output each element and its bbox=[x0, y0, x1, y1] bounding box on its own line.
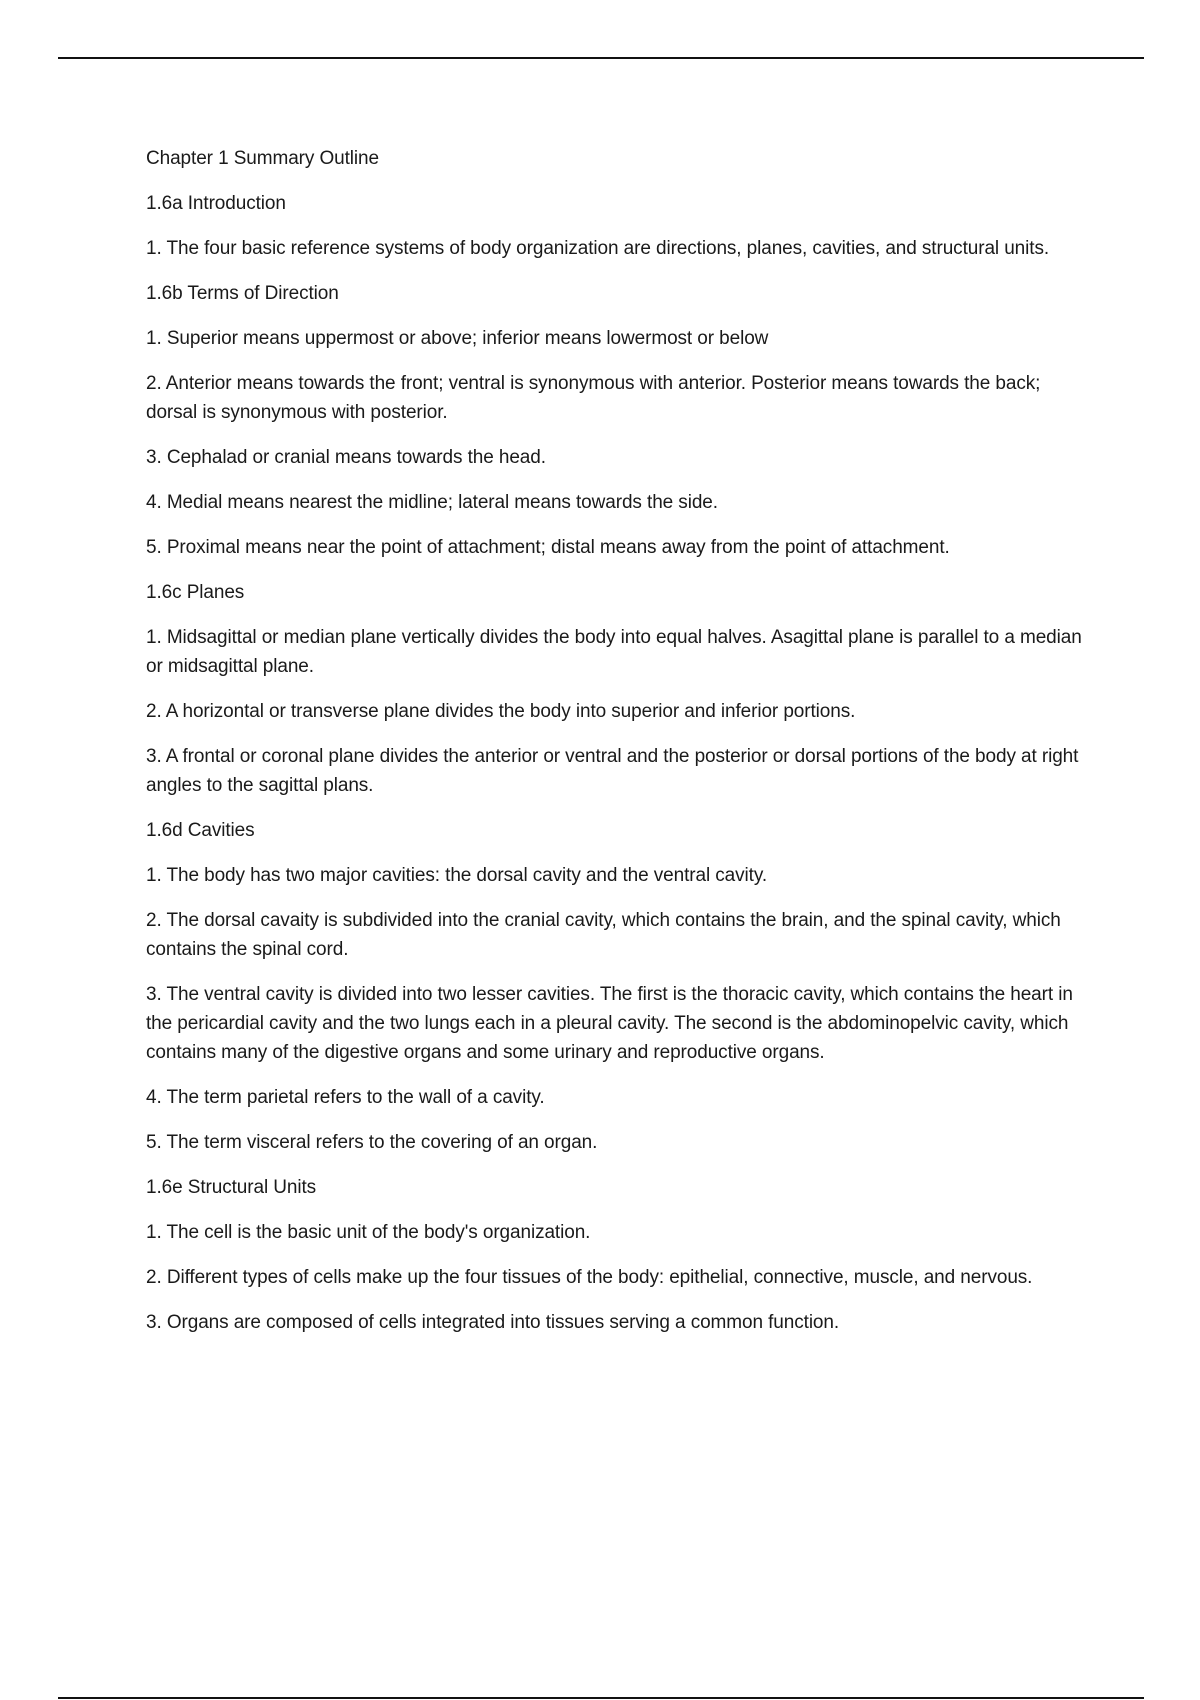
outline-item: 1. The four basic reference systems of body organization are directions, planes, cavities, and structural units. bbox=[146, 238, 1050, 259]
document-body bbox=[146, 144, 1096, 1353]
outline-item: 3. Organs are composed of cells integrated into tissues serving a common function. bbox=[146, 1312, 840, 1333]
section-heading-planes: 1.6c Planes bbox=[146, 582, 245, 603]
header-rule bbox=[58, 57, 1144, 59]
section-heading-structural-units: 1.6e Structural Units bbox=[146, 1177, 317, 1198]
outline-item: 5. Proximal means near the point of attachment; distal means away from the point of attachment. bbox=[146, 537, 950, 558]
section-heading-terms-of-direction: 1.6b Terms of Direction bbox=[146, 283, 339, 304]
outline-item: 3. Cephalad or cranial means towards the head. bbox=[146, 447, 546, 468]
section-heading-cavities: 1.6d Cavities bbox=[146, 820, 255, 841]
document-title: Chapter 1 Summary Outline bbox=[146, 148, 379, 169]
outline-item: 3. The ventral cavity is divided into two lesser cavities. The first is the thoracic cavity, which contains the heart in the pericardial cavity and the two lungs each in a pleural cavity. The second is the abdominopelvic cavity, which contains many of the digestive organs and some urinary and reproductive organs. bbox=[146, 984, 1073, 1063]
outline-item: 5. The term visceral refers to the covering of an organ. bbox=[146, 1132, 598, 1153]
outline-item: 2. Anterior means towards the front; ventral is synonymous with anterior. Posterior means towards the back; dorsal is synonymous with posterior. bbox=[146, 373, 1041, 423]
outline-item: 1. The body has two major cavities: the dorsal cavity and the ventral cavity. bbox=[146, 865, 768, 886]
outline-item: 2. The dorsal cavaity is subdivided into the cranial cavity, which contains the brain, and the spinal cavity, which contains the spinal cord. bbox=[146, 910, 1061, 960]
outline-item: 3. A frontal or coronal plane divides the anterior or ventral and the posterior or dorsal portions of the body at right angles to the sagittal plans. bbox=[146, 746, 1079, 796]
outline-item: 2. Different types of cells make up the four tissues of the body: epithelial, connective, muscle, and nervous. bbox=[146, 1267, 1033, 1288]
outline-item: 2. A horizontal or transverse plane divides the body into superior and inferior portions. bbox=[146, 701, 856, 722]
outline-item: 1. Superior means uppermost or above; inferior means lowermost or below bbox=[146, 328, 769, 349]
section-heading-introduction: 1.6a Introduction bbox=[146, 193, 286, 214]
outline-item: 4. The term parietal refers to the wall of a cavity. bbox=[146, 1087, 545, 1108]
outline-item: 1. The cell is the basic unit of the body's organization. bbox=[146, 1222, 591, 1243]
footer-rule bbox=[58, 1697, 1144, 1699]
outline-item: 4. Medial means nearest the midline; lateral means towards the side. bbox=[146, 492, 718, 513]
outline-item: 1. Midsagittal or median plane vertically divides the body into equal halves. Asagittal plane is parallel to a median or midsagittal plane. bbox=[146, 627, 1082, 677]
